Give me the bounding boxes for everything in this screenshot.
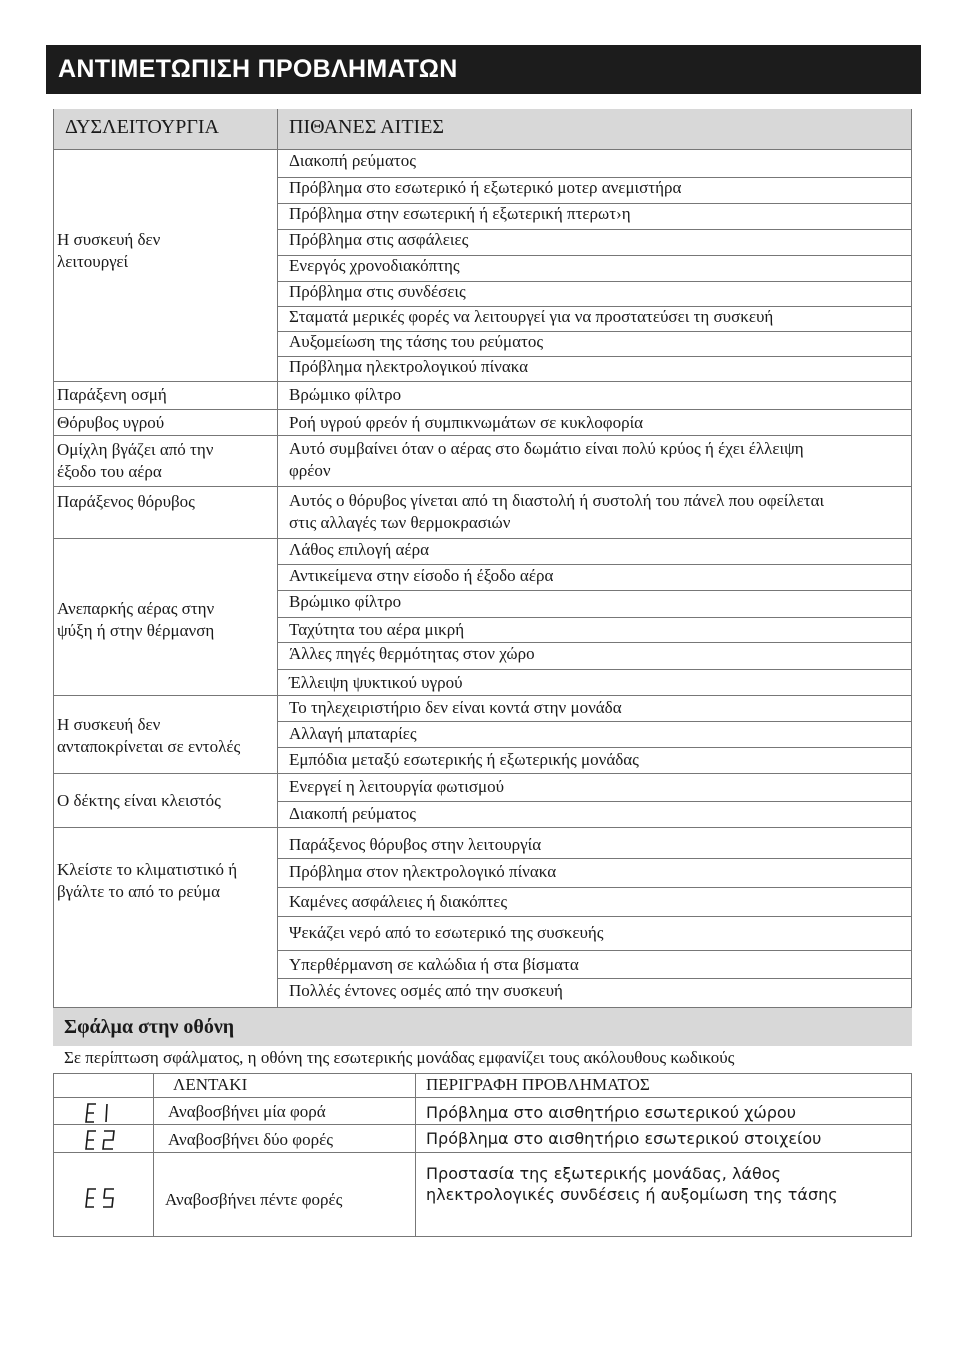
row-divider (277, 916, 912, 917)
cause-item: Πρόβλημα στον ηλεκτρολογικό πίνακα (289, 862, 557, 881)
row-divider (277, 721, 912, 722)
problem-description: Πρόβλημα στο αισθητήριο εσωτερικού στοιχείου (426, 1129, 822, 1148)
left-border (53, 109, 54, 1008)
cause-item: Σταματά μερικές φορές να λειτουργεί για να προστατεύσει τη συσκευή (289, 307, 774, 326)
row-divider (277, 950, 912, 951)
row-divider (53, 486, 912, 487)
symptom-label: Θόρυβος υγρού (57, 413, 165, 432)
row-divider (53, 1152, 912, 1153)
problem-description: Προστασία της εξωτερικής μονάδας, λάθος ηλεκτρολογικές συνδέσεις ή αυξομίωση της τάσης (426, 1164, 838, 1204)
column-divider (277, 109, 278, 1008)
cause-item: Πρόβλημα στις ασφάλειες (289, 230, 469, 249)
problem-description: Πρόβλημα στο αισθητήριο εσωτερικού χώρου (426, 1103, 796, 1122)
cause-item: Ροή υγρού φρεόν ή συμπικνωμάτων σε κυκλοφορία (289, 413, 644, 432)
symptom-label: Κλείστε το κλιματιστικό ή βγάλτε το από το ρεύμα (57, 860, 238, 901)
led-behavior: Αναβοσβήνει μία φορά (168, 1102, 326, 1121)
header-causes: ΠΙΘΑΝΕΣ ΑΙΤΙΕΣ (289, 116, 445, 138)
header-description: ΠΕΡΙΓΡΑΦΗ ΠΡΟΒΛΗΜΑΤΟΣ (426, 1075, 650, 1094)
symptom-label: Παράξενος θόρυβος (57, 492, 195, 511)
cause-item: Διακοπή ρεύματος (289, 151, 416, 170)
cause-item: Έλλειψη ψυκτικού υγρού (289, 673, 463, 692)
header-malfunction: ΔΥΣΛΕΙΤΟΥΡΓΙΑ (65, 116, 220, 138)
symptom-label: Η συσκευή δεν ανταποκρίνεται σε εντολές (57, 715, 241, 756)
cause-item: Καμένες ασφάλειες ή διακόπτες (289, 892, 508, 911)
cause-item: Ψεκάζει νερό από το εσωτερικό της συσκευής (289, 923, 604, 942)
cause-item: Βρώμικο φίλτρο (289, 592, 402, 611)
cause-item: Βρώμικο φίλτρο (289, 385, 402, 404)
error-code-e1-icon (85, 1102, 115, 1124)
symptom-label: Η συσκευή δεν λειτουργεί (57, 230, 161, 271)
symptom-label: Ανεπαρκής αέρας στην ψύξη ή στην θέρμανση (57, 599, 215, 640)
symptom-label: Ο δέκτης είναι κλειστός (57, 791, 221, 810)
cause-item: Αυξομείωση της τάσης του ρεύματος (289, 332, 544, 351)
row-divider (277, 747, 912, 748)
row-divider (53, 695, 912, 696)
row-divider (53, 409, 912, 410)
row-divider (53, 381, 912, 382)
row-divider (53, 1073, 912, 1074)
symptom-label: Παράξενη οσμή (57, 385, 167, 404)
row-divider (53, 827, 912, 828)
cause-item: Άλλες πηγές θερμότητας στον χώρο (289, 644, 535, 663)
header-led: ΛΕΝΤΑΚΙ (173, 1075, 248, 1094)
cause-item: Αυτός ο θόρυβος γίνεται από τη διαστολή ή συστολή του πάνελ που οφείλεται στις αλλαγές των θερμοκρασιών (289, 491, 825, 532)
cause-item: Πρόβλημα ηλεκτρολογικού πίνακα (289, 357, 529, 376)
cause-item: Διακοπή ρεύματος (289, 804, 416, 823)
error-section-intro: Σε περίπτωση σφάλματος, η οθόνη της εσωτερικής μονάδας εμφανίζει τους ακόλουθους κωδικούς (64, 1048, 735, 1067)
error-code-e2-icon (85, 1129, 119, 1151)
cause-item: Αυτό συμβαίνει όταν ο αέρας στο δωμάτιο είναι πολύ κρύος ή έχει έλλειψη φρέον (289, 439, 804, 480)
row-divider (277, 801, 912, 802)
led-behavior: Αναβοσβήνει δύο φορές (168, 1130, 333, 1149)
cause-item: Πρόβλημα στο εσωτερικό ή εξωτερικό μοτερ ανεμιστήρα (289, 178, 682, 197)
right-border (911, 109, 912, 1008)
error-code-e5-icon (85, 1187, 119, 1209)
cause-item: Πρόβλημα στις συνδέσεις (289, 282, 466, 301)
cause-item: Παράξενος θόρυβος στην λειτουργία (289, 835, 542, 854)
row-divider (53, 538, 912, 539)
table-header (53, 109, 912, 150)
row-divider (277, 617, 912, 618)
row-divider (277, 669, 912, 670)
cause-item: Αλλαγή μπαταρίες (289, 724, 417, 743)
troubleshooting-table (53, 109, 912, 1008)
row-divider (53, 435, 912, 436)
row-divider (277, 887, 912, 888)
row-divider (53, 773, 912, 774)
row-divider (277, 858, 912, 859)
cause-item: Υπερθέρμανση σε καλώδια ή στα βίσματα (289, 955, 579, 974)
cause-item: Ενεργεί η λειτουργία φωτισμού (289, 777, 505, 796)
row-divider (53, 1236, 912, 1237)
cause-item: Λάθος επιλογή αέρα (289, 540, 429, 559)
error-codes-table (53, 1073, 912, 1238)
row-divider (53, 1097, 912, 1098)
row-divider (277, 978, 912, 979)
cause-item: Ταχύτητα του αέρα μικρή (289, 620, 465, 639)
cause-item: Πρόβλημα στην εσωτερική ή εξωτερική πτερωτ›η (289, 204, 631, 223)
cause-item: Ενεργός χρονοδιακόπτης (289, 256, 460, 275)
error-section-title: Σφάλμα στην οθόνη (64, 1016, 235, 1038)
page-title: ΑΝΤΙΜΕΤΩΠΙΣΗ ΠΡΟΒΛΗΜΑΤΩΝ (46, 45, 921, 94)
cause-item: Το τηλεχειριστήριο δεν είναι κοντά στην μονάδα (289, 698, 622, 717)
row-divider (53, 1124, 912, 1125)
cause-item: Αντικείμενα στην είσοδο ή έξοδο αέρα (289, 566, 554, 585)
symptom-label: Ομίχλη βγάζει από την έξοδο του αέρα (57, 440, 214, 481)
cause-item: Εμπόδια μεταξύ εσωτερικής ή εξωτερικής μονάδας (289, 750, 639, 769)
cause-item: Πολλές έντονες οσμές από την συσκευή (289, 981, 563, 1000)
led-behavior: Αναβοσβήνει πέντε φορές (165, 1190, 343, 1209)
